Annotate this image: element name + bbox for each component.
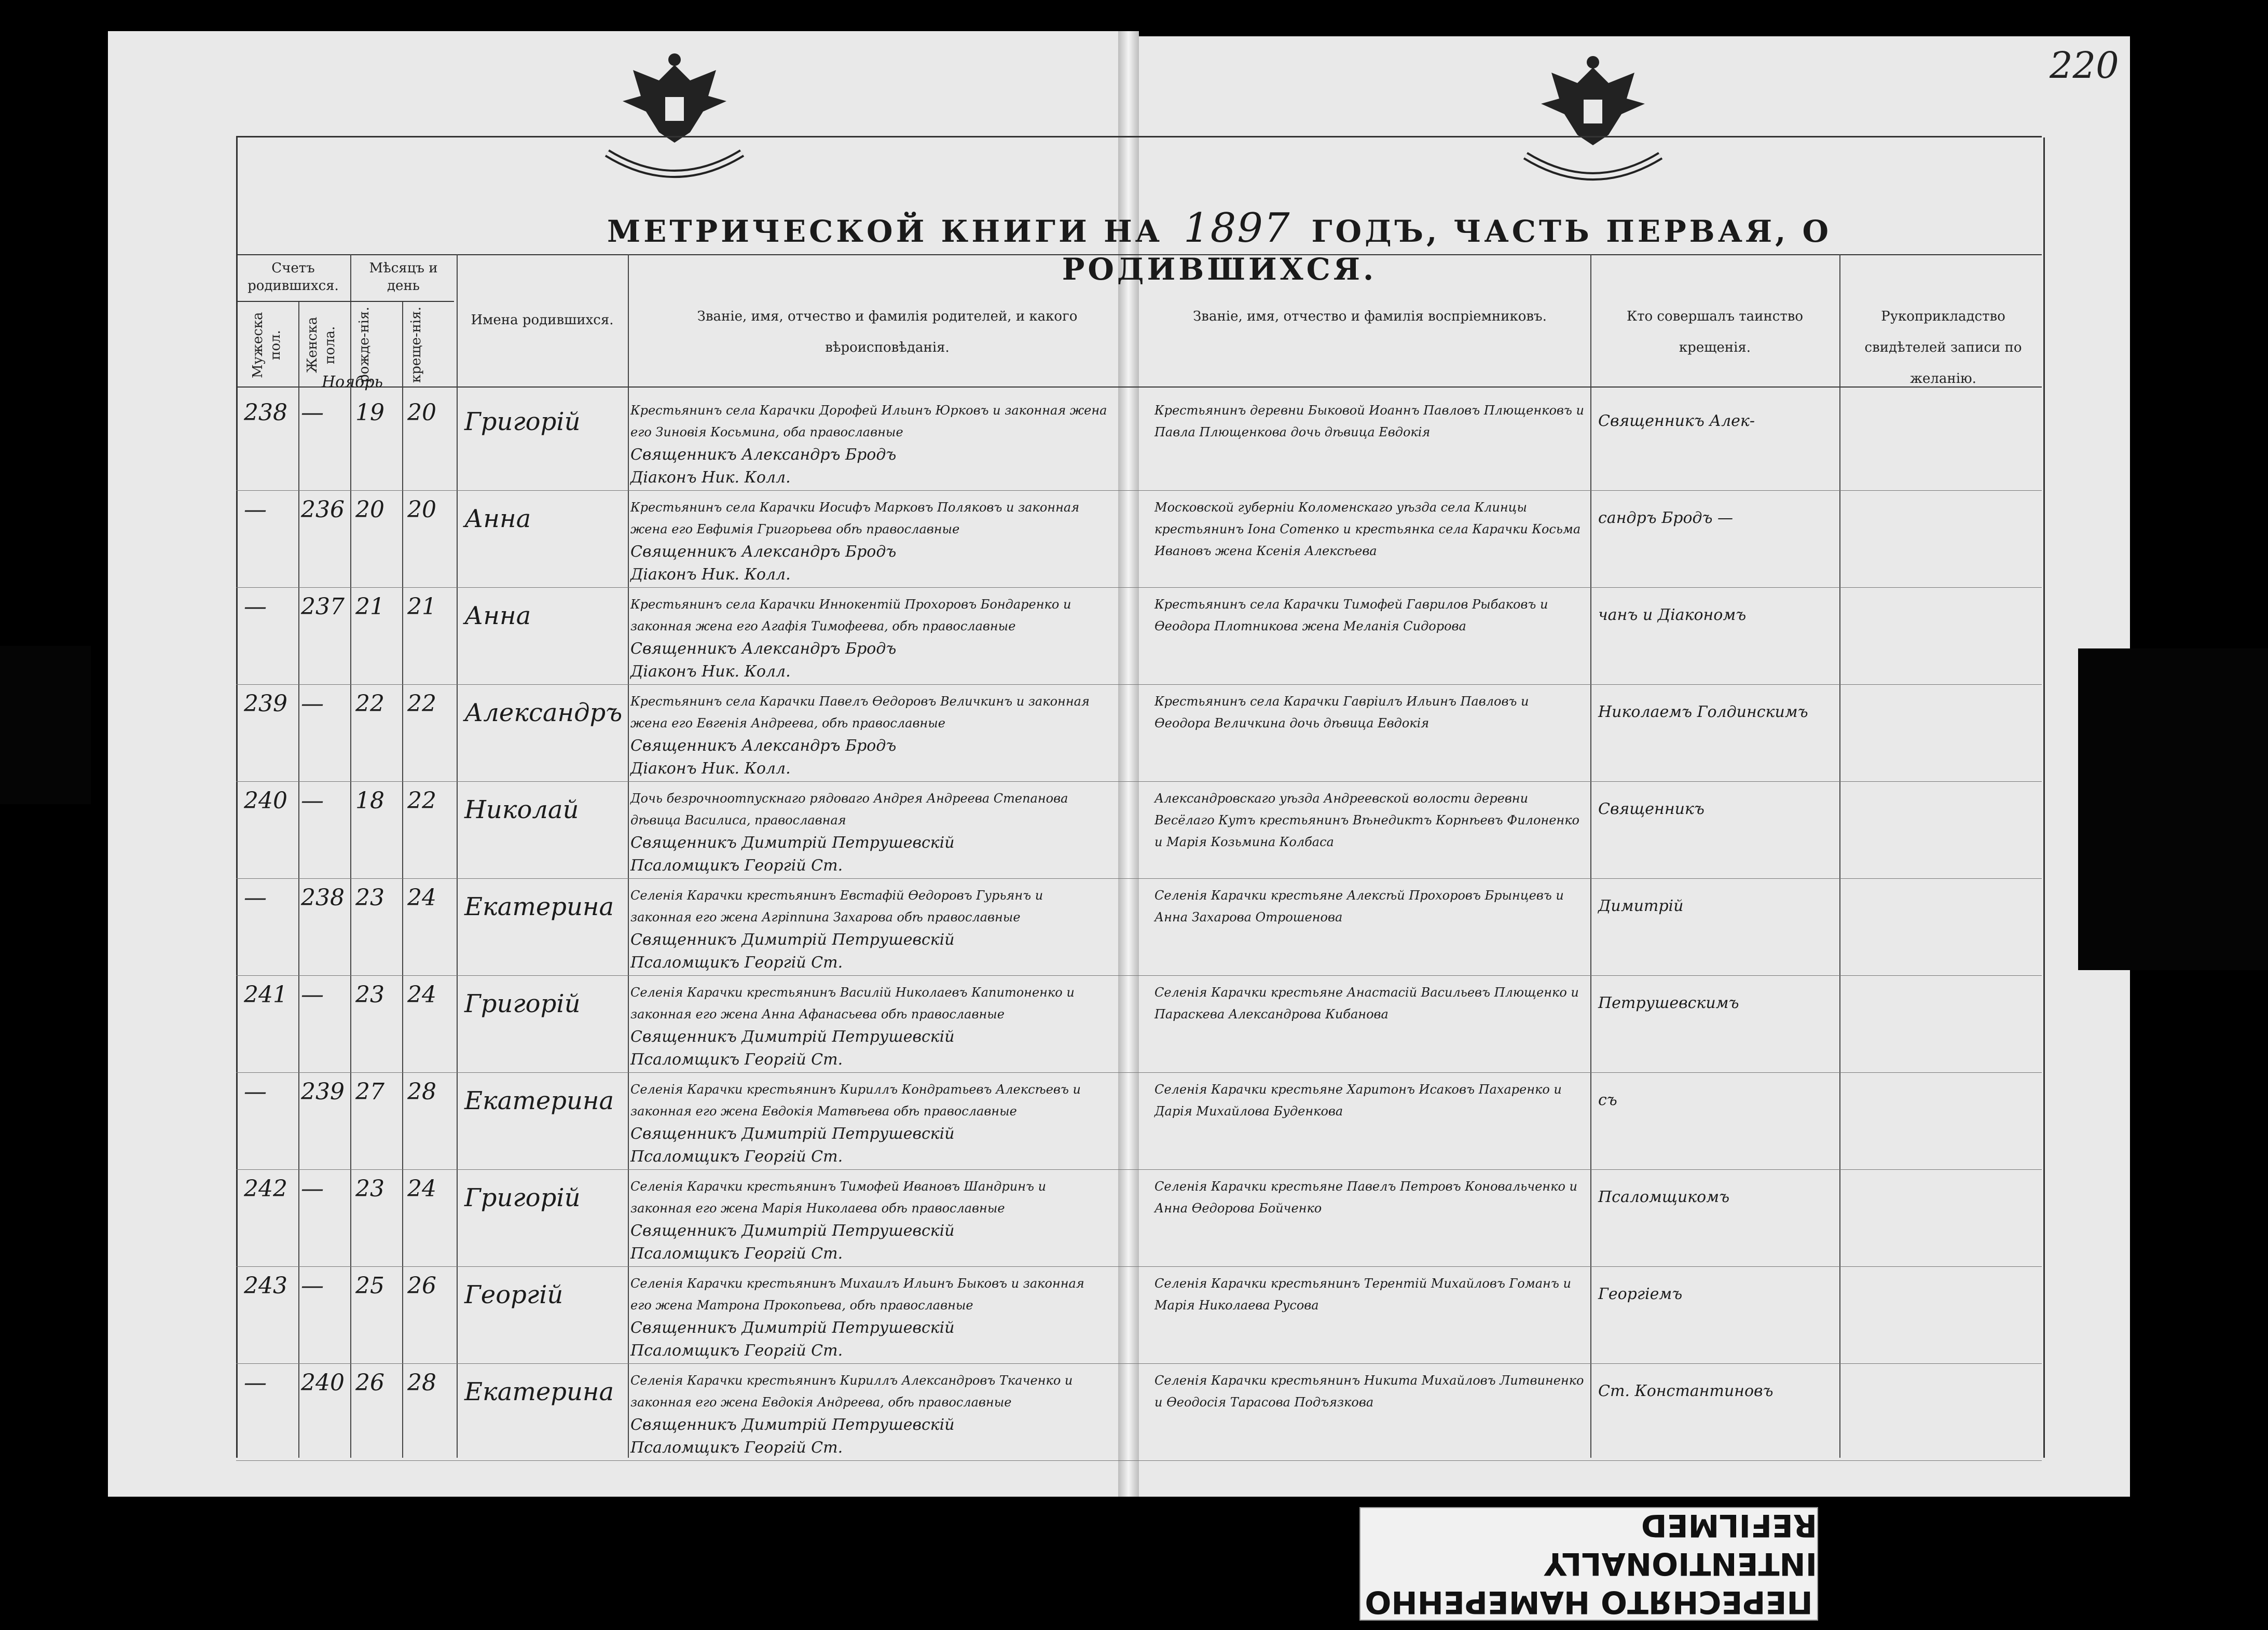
record-name: Александръ [464,698,623,727]
row-divider [236,684,2042,685]
record-name: Георгій [464,1280,563,1309]
record-parents: Селенія Карачки крестьянинъ Кириллъ Кондратьевъ Алексѣевъ и законная его жена Евдокія Матвѣева обѣ православные [630,1082,1081,1118]
record-clergy-signature: Священникъ Димитрій Петрушевскій Псаломщикъ Георгій Ст. [630,1416,955,1457]
record-bapt: 28 [407,1370,436,1396]
stamp-line-1: ПЕРЕСНЯТО НАМЕРЕННО [1365,1584,1813,1621]
record-name: Анна [464,601,531,630]
record-name: Григорій [464,1183,581,1212]
record-female: — [301,399,324,426]
record-female: — [301,690,324,717]
header-rule-bottom [236,386,2042,388]
record-female: 236 [301,496,345,523]
record-bapt: 24 [407,982,436,1008]
record-bapt: 28 [407,1079,436,1105]
record-birth: 20 [355,496,384,523]
record-birth: 23 [355,885,384,911]
record-male: — [244,1370,267,1396]
record-birth: 21 [355,593,384,620]
header-month-group: Мѣсяцъ и день [369,260,438,294]
record-priest: Петрушевскимъ [1598,994,1739,1012]
col-line-5 [628,254,629,1458]
record-parents: Крестьянинъ села Карачки Дорофей Ильинъ Юрковъ и законная жена его Зиновія Косьмина, оба православные [630,403,1107,439]
record-name: Екатерина [464,1377,614,1406]
record-clergy-signature: Священникъ Александръ Бродъ Діаконъ Ник. Колл. [630,640,897,681]
row-divider [236,975,2042,976]
row-divider [236,1363,2042,1364]
record-female: 239 [301,1079,345,1105]
header-subrule-count [236,301,454,302]
record-priest: Священникъ Алек- [1598,412,1755,430]
col-line-1 [298,301,299,1458]
header-baptism: креще-нія. [408,307,424,383]
header-priest: Кто совершалъ таинство крещенія. [1626,309,1804,355]
record-clergy-signature: Священникъ Димитрій Петрушевскій Псаломщикъ Георгій Ст. [630,931,955,972]
record-godparents: Крестьянинъ села Карачки Гавріилъ Ильинъ Павловъ и Ѳеодора Величкина дочь дѣвица Евдокія [1154,694,1529,730]
record-priest: сандръ Бродъ — [1598,509,1734,527]
record-priest: чанъ и Діакономъ [1598,606,1747,624]
record-birth: 26 [355,1370,384,1396]
record-female: — [301,982,324,1008]
record-priest: съ [1598,1091,1617,1109]
record-parents: Селенія Карачки крестьянинъ Василій Николаевъ Капитоненко и законная его жена Анна Афанасьева обѣ православные [630,985,1075,1021]
record-bapt: 22 [407,788,436,814]
record-male: — [244,1079,267,1105]
row-divider [236,587,2042,588]
binder-clip-left [0,646,91,804]
record-birth: 23 [355,1176,384,1202]
stamp-line-2: INTENTIONALLY REFILMED [1544,1507,1817,1582]
row-divider [236,781,2042,782]
record-bapt: 24 [407,885,436,911]
record-clergy-signature: Священникъ Димитрій Петрушевскій Псаломщикъ Георгій Ст. [630,1319,955,1360]
record-male: — [244,885,267,911]
record-bapt: 22 [407,690,436,717]
record-birth: 18 [355,788,384,814]
record-clergy-signature: Священникъ Александръ Бродъ Діаконъ Ник. Колл. [630,543,897,584]
record-name: Григорій [464,989,581,1018]
record-birth: 19 [355,399,384,426]
col-line-6 [1590,254,1591,1458]
record-male: 243 [244,1273,287,1299]
record-godparents: Селенія Карачки крестьянинъ Терентій Михайловъ Гоманъ и Марія Николаева Русова [1154,1276,1571,1313]
record-parents: Селенія Карачки крестьянинъ Кириллъ Александровъ Ткаченко и законная его жена Евдокія Андреева, обѣ православные [630,1373,1073,1410]
record-name: Николай [464,795,579,824]
record-name: Екатерина [464,892,614,921]
header-signatures: Рукоприкладство свидѣтелей записи по желанію. [1864,309,2022,386]
record-godparents: Селенія Карачки крестьянинъ Никита Михайловъ Литвиненко и Ѳеодосія Тарасова Подъязкова [1154,1373,1584,1410]
record-parents: Селенія Карачки крестьянинъ Михаилъ Ильинъ Быковъ и законная его жена Матрона Прокопьева, обѣ православные [630,1276,1084,1313]
record-godparents: Селенія Карачки крестьяне Павелъ Петровъ Коновальченко и Анна Ѳедорова Бойченко [1154,1179,1577,1215]
col-line-2 [350,254,351,1458]
header-parents: Званіе, имя, отчество и фамилія родителей, и какого вѣроисповѣданія. [697,309,1078,355]
record-godparents: Крестьянинъ деревни Быковой Иоаннъ Павловъ Плющенковъ и Павла Плющенкова дочь дѣвица Евдокія [1154,403,1584,439]
header-rule-top [236,254,2042,255]
record-name: Григорій [464,407,581,436]
record-godparents: Селенія Карачки крестьяне Алексѣй Прохоровъ Брынцевъ и Анна Захарова Отрошенова [1154,888,1564,924]
row-divider [236,1169,2042,1170]
record-female: — [301,788,324,814]
header-female: Женска пола. [305,316,338,374]
record-birth: 27 [355,1079,384,1105]
record-bapt: 24 [407,1176,436,1202]
row-divider [236,1072,2042,1073]
record-priest: Священникъ [1598,800,1705,818]
record-male: 241 [244,982,287,1008]
record-name: Екатерина [464,1086,614,1115]
record-godparents: Селенія Карачки крестьяне Анастасій Васильевъ Плющенко и Параскева Александрова Кибанова [1154,985,1579,1021]
record-female: — [301,1273,324,1299]
record-male: 240 [244,788,287,814]
month-note: Ноябрь [322,373,383,391]
record-godparents: Александровскаго уѣзда Андреевской волости деревни Весёлаго Кутъ крестьянинъ Вѣнедиктъ Корнѣевъ Филоненко и Марія Козьмина Колбаса [1154,791,1579,849]
row-divider [236,878,2042,879]
record-priest: Николаемъ Голдинскимъ [1598,703,1808,721]
record-clergy-signature: Священникъ Димитрій Петрушевскій Псаломщикъ Георгій Ст. [630,1028,955,1069]
record-female: 240 [301,1370,345,1396]
record-clergy-signature: Священникъ Александръ Бродъ Діаконъ Ник. Колл. [630,737,897,778]
record-priest: Георгіемъ [1598,1285,1683,1303]
title-year: 1897 [1184,205,1291,252]
record-name: Анна [464,504,531,533]
folio-number: 220 [2050,44,2119,87]
record-clergy-signature: Священникъ Димитрій Петрушевскій Псаломщикъ Георгій Ст. [630,834,955,875]
record-priest: Псаломщикомъ [1598,1188,1730,1206]
record-bapt: 21 [407,593,436,620]
record-parents: Дочь безрочноотпускнаго рядоваго Андрея Андреева Степанова дѣвица Василиса, православная [630,791,1068,827]
record-parents: Крестьянинъ села Карачки Иосифъ Марковъ Поляковъ и законная жена его Евфимія Григорьева обѣ православные [630,500,1080,536]
col-line-3 [402,301,403,1458]
record-bapt: 26 [407,1273,436,1299]
record-male: 238 [244,399,287,426]
record-male: 242 [244,1176,287,1202]
binder-clip-right [2078,648,2268,970]
row-divider [236,490,2042,491]
header-names: Имена родившихся. [471,312,614,328]
record-bapt: 20 [407,496,436,523]
record-parents: Крестьянинъ села Карачки Иннокентій Прохоровъ Бондаренко и законная жена его Агафія Тимофеева, обѣ православные [630,597,1071,633]
record-priest: Ст. Константиновъ [1598,1382,1774,1400]
title-suffix: ГОДЪ, ЧАСТЬ ПЕРВАЯ, О РОДИВШИХСЯ. [1062,214,1832,287]
record-birth: 25 [355,1273,384,1299]
record-male: — [244,496,267,523]
record-parents: Крестьянинъ села Карачки Павелъ Ѳедоровъ Величкинъ и законная жена его Евгенія Андреева, обѣ православные [630,694,1090,730]
col-line-7 [1839,254,1840,1458]
title-prefix: МЕТРИЧЕСКОЙ КНИГИ НА [607,214,1163,249]
record-bapt: 20 [407,399,436,426]
col-line-4 [457,254,458,1458]
row-divider [236,1266,2042,1267]
header-count-group: Счетъ родившихся. [248,260,339,294]
record-birth: 23 [355,982,384,1008]
record-male: 239 [244,690,287,717]
record-female: 237 [301,593,345,620]
refilmed-stamp [1359,1507,1818,1621]
record-priest: Димитрій [1598,897,1684,915]
record-godparents: Селенія Карачки крестьяне Харитонъ Исаковъ Пахаренко и Дарія Михайлова Буденкова [1154,1082,1562,1118]
book-title [571,205,1868,287]
header-male: Мужеска пол. [250,312,283,378]
header-birth: рожде-нія. [356,307,372,383]
record-male: — [244,593,267,620]
record-godparents: Крестьянинъ села Карачки Тимофей Гаврилов Рыбаковъ и Ѳеодора Плотникова жена Меланія Сидорова [1154,597,1548,633]
record-birth: 22 [355,690,384,717]
record-parents: Селенія Карачки крестьянинъ Евстафій Ѳедоровъ Гурьянъ и законная его жена Агріппина Захарова обѣ православные [630,888,1043,924]
record-female: 238 [301,885,345,911]
record-parents: Селенія Карачки крестьянинъ Тимофей Ивановъ Шандринъ и законная его жена Марія Николаева обѣ православные [630,1179,1047,1215]
record-clergy-signature: Священникъ Димитрій Петрушевскій Псаломщикъ Георгій Ст. [630,1125,955,1166]
record-female: — [301,1176,324,1202]
row-divider [236,1460,2042,1461]
record-godparents: Московской губерніи Коломенскаго уѣзда села Клинцы крестьянинъ Іона Сотенко и крестьянка села Карачки Косьма Ивановъ жена Ксенія Алексѣева [1154,500,1581,558]
record-clergy-signature: Священникъ Димитрій Петрушевскій Псаломщикъ Георгій Ст. [630,1222,955,1263]
header-godparents: Званіе, имя, отчество и фамилія воспріемниковъ. [1193,309,1547,324]
record-clergy-signature: Священникъ Александръ Бродъ Діаконъ Ник. Колл. [630,446,897,487]
